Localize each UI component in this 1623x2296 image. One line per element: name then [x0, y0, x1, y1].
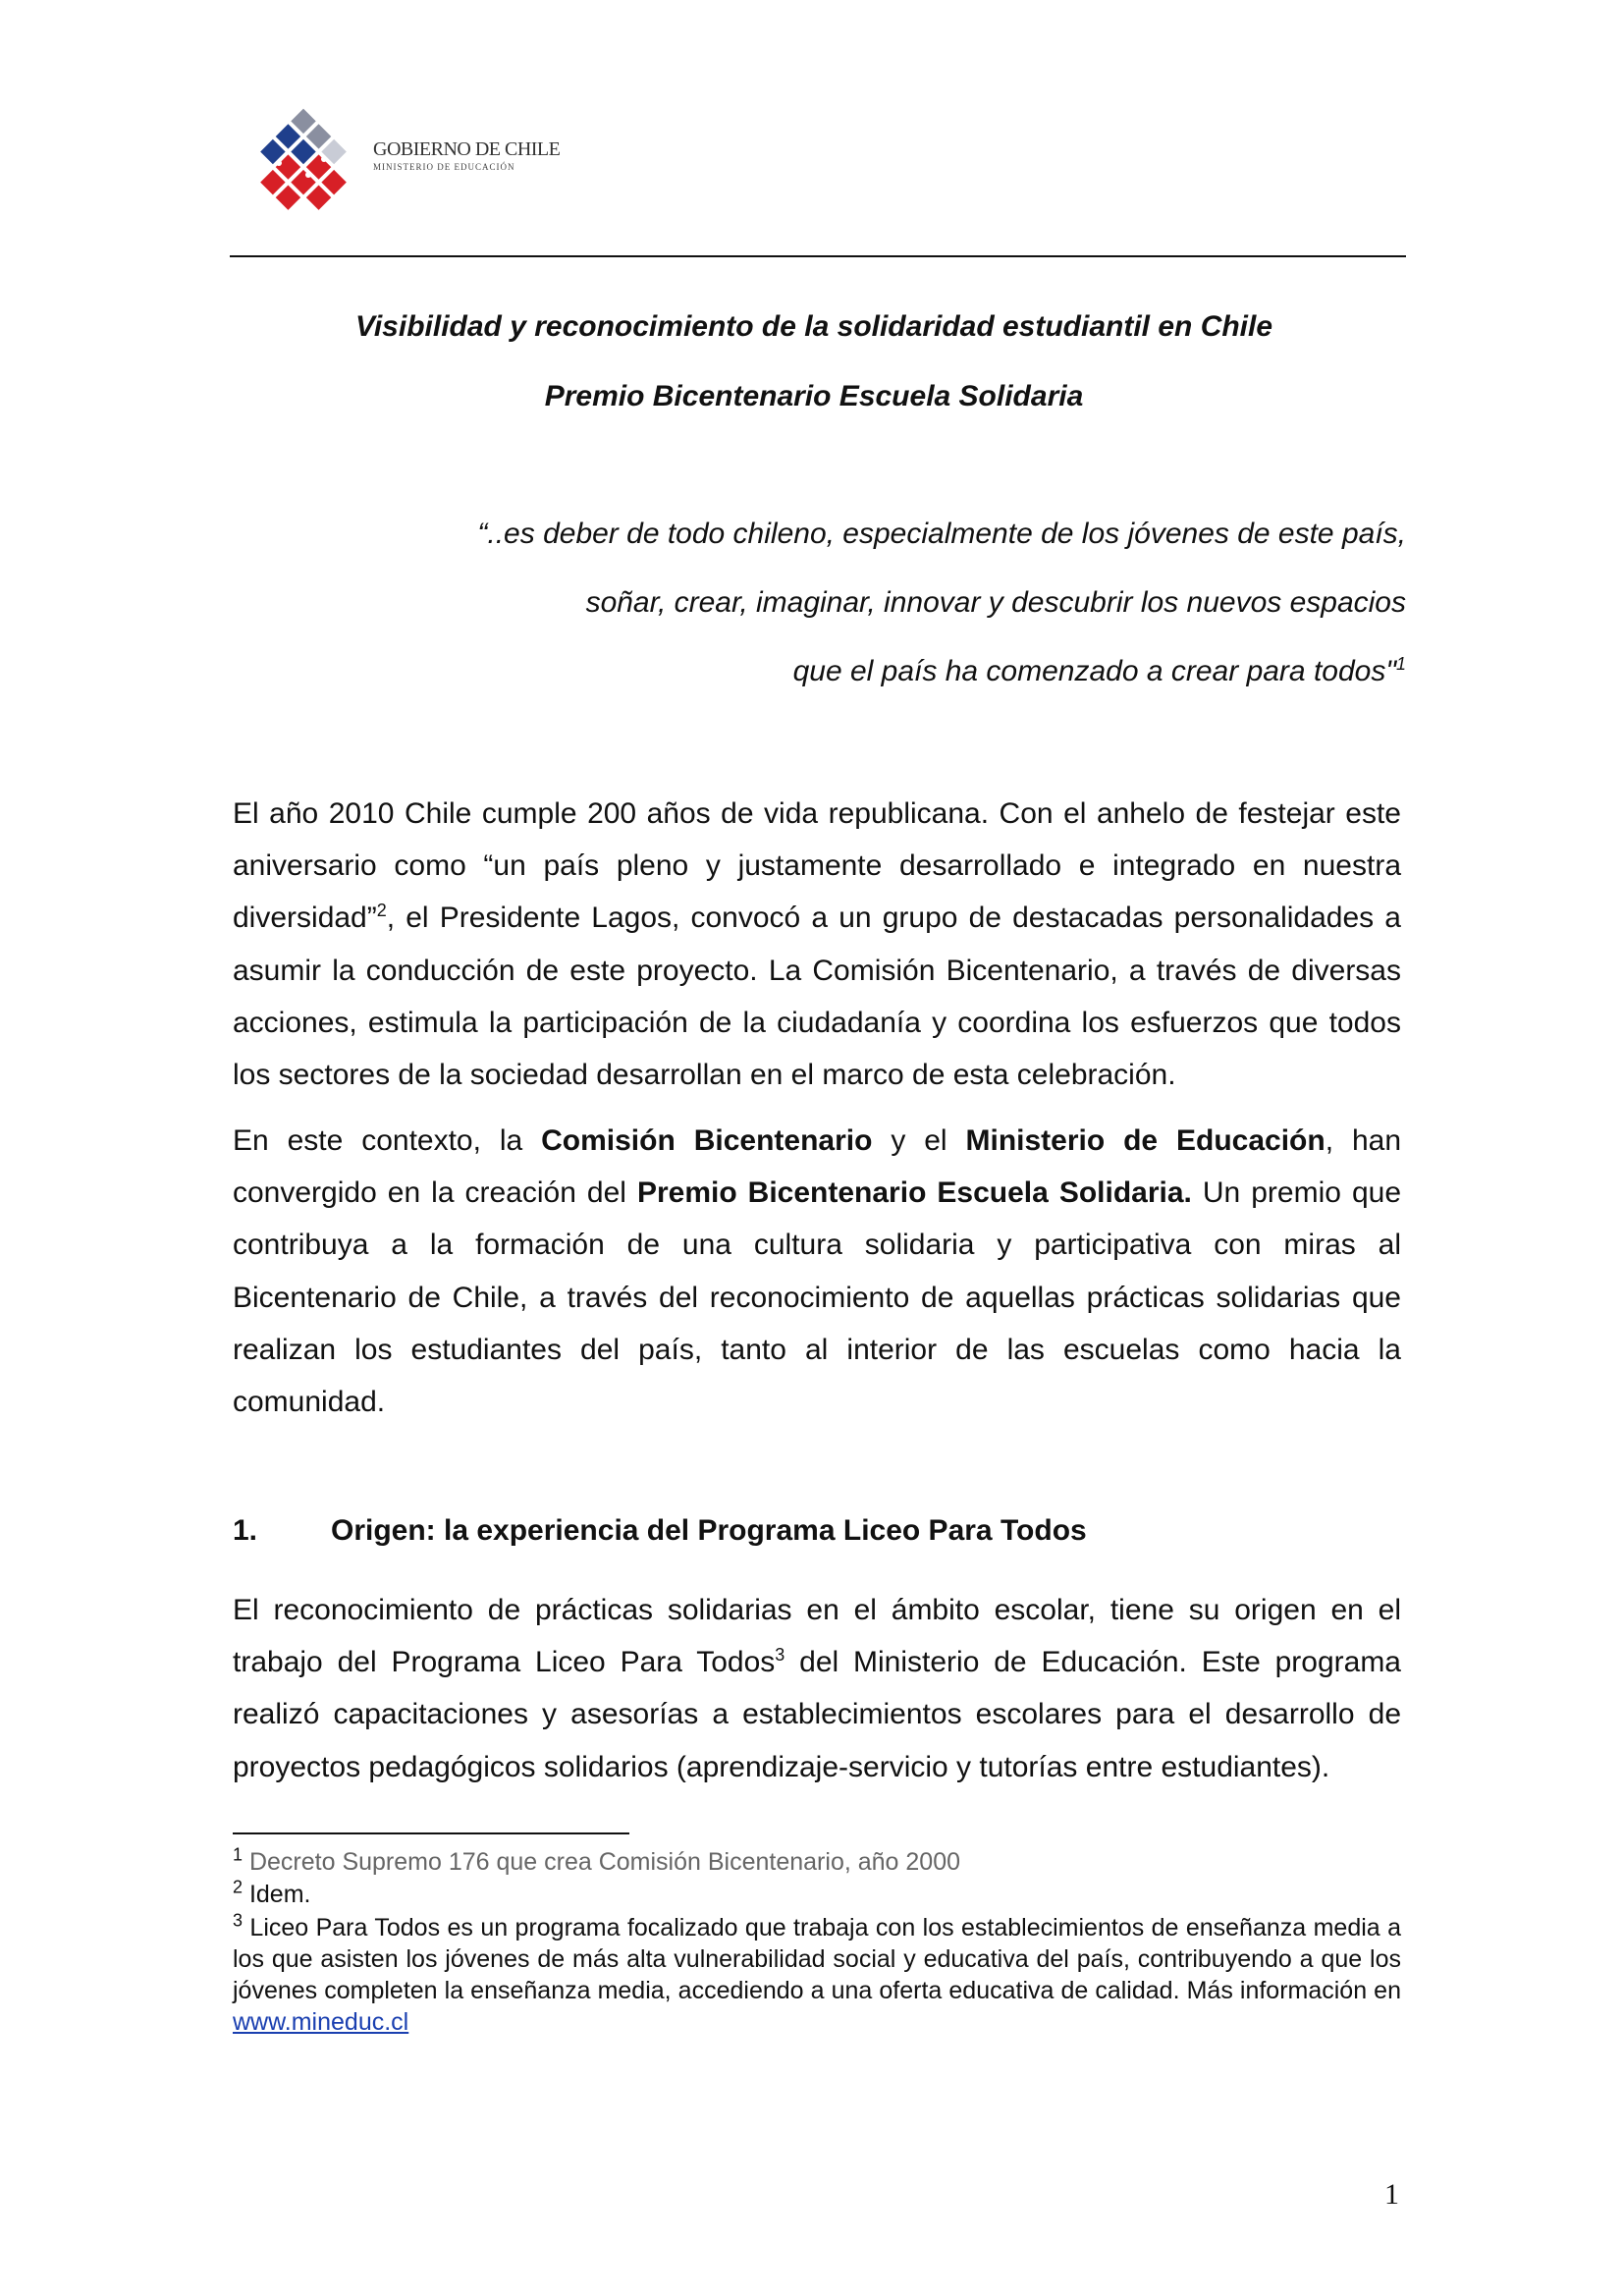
paragraph-text: Un premio que contribuya a la formación de una cultura solidaria y participativa con miras al Bicentenario de Chile, a través del reconocimiento de aquellas prácticas solidarias que realizan los estudiantes del país, tanto al interior de las escuelas como hacia la comunidad. [233, 1176, 1402, 1419]
footnote-text: Decreto Supremo 176 que crea Comisión Bicentenario, año 2000 [243, 1848, 961, 1876]
logo-line-2: MINISTERIO DE EDUCACIÓN [373, 162, 515, 172]
footnote-1 [233, 1846, 1401, 1878]
mineduc-link[interactable]: www.mineduc.cl [233, 2008, 409, 2036]
epigraph-line-text: que el país ha comenzado a crear para todos" [792, 655, 1396, 687]
footnote-reference[interactable]: 3 [775, 1645, 785, 1666]
epigraph-quote [295, 500, 1406, 706]
paragraph-text: , han convergido en la creación del [233, 1124, 1401, 1210]
section-title: Origen: la experiencia del Programa Liceo Para Todos [331, 1514, 1087, 1547]
paragraph-origin [233, 1584, 1401, 1793]
footnote-number: 3 [233, 1910, 243, 1931]
footnote-divider [233, 1832, 629, 1834]
paragraph-text: , el Presidente Lagos, convocó a un grupo de destacadas personalidades a asumir la conducción de este proyecto. La Comisión Bicentenario, a través de diversas acciones, estimula la participación de la ciudadanía y coordina los esfuerzos que todos los sectores de la sociedad desarrollan en el marco de esta celebración. [233, 902, 1401, 1092]
page-number: 1 [1384, 2178, 1399, 2211]
footnote-text: Liceo Para Todos es un programa focalizado que trabaja con los establecimientos de enseñanza media a los que asisten los jóvenes de más alta vulnerabilidad social y educativa del país, contribuyendo a que los jóvenes completen la enseñanza media, accediendo a una oferta educativa de calidad. Más información en [233, 1914, 1401, 2004]
header-divider [230, 255, 1406, 257]
footnote-reference[interactable]: 2 [376, 901, 387, 921]
paragraph-intro [233, 788, 1401, 1101]
paragraph-text: El reconocimiento de prácticas solidarias en el ámbito escolar, tiene su origen en el trabajo del Programa Liceo Para Todos [233, 1594, 1401, 1679]
section-heading [233, 1514, 1401, 1548]
gobierno-de-chile-logo [240, 94, 573, 226]
epigraph-line: soñar, crear, imaginar, innovar y descubrir los nuevos espacios [585, 586, 1406, 619]
bold-term: Premio Bicentenario Escuela Solidaria. [636, 1176, 1192, 1210]
footnote-2 [233, 1879, 1401, 1910]
logo-text [373, 139, 560, 172]
bold-term: Ministerio de Educación [965, 1124, 1325, 1157]
paragraph-text: y el [872, 1124, 966, 1157]
footnote-number: 1 [233, 1844, 243, 1865]
footnote-number: 2 [233, 1877, 243, 1897]
logo-emblem-icon [240, 94, 367, 226]
document-title: Visibilidad y reconocimiento de la solidaridad estudiantil en Chile [354, 310, 1273, 343]
section-number: 1. [233, 1514, 258, 1547]
footnote-3 [233, 1912, 1401, 2038]
footnote-reference[interactable]: 1 [1395, 654, 1406, 674]
epigraph-line: “..es deber de todo chileno, especialmente de los jóvenes de este país, [477, 518, 1406, 550]
logo-line-1: GOBIERNO DE CHILE [373, 138, 561, 160]
paragraph-context [233, 1115, 1401, 1428]
document-subtitle: Premio Bicentenario Escuela Solidaria [544, 380, 1084, 412]
epigraph-line [295, 637, 1406, 706]
footnote-text: Idem. [243, 1881, 311, 1908]
paragraph-text: El año 2010 Chile cumple 200 años de vida republicana. Con el anhelo de festejar este aniversario como “un país pleno y justamente desarrollado e integrado en nuestra diversidad” [233, 797, 1401, 935]
bold-term: Comisión Bicentenario [541, 1124, 873, 1157]
paragraph-text: En este contexto, la [233, 1124, 542, 1157]
paragraph-text: del Ministerio de Educación. Este programa realizó capacitaciones y asesorías a establecimientos escolares para el desarrollo de proyectos pedagógicos solidarios (aprendizaje-servicio y tutorías entre estudiantes). [233, 1646, 1401, 1783]
